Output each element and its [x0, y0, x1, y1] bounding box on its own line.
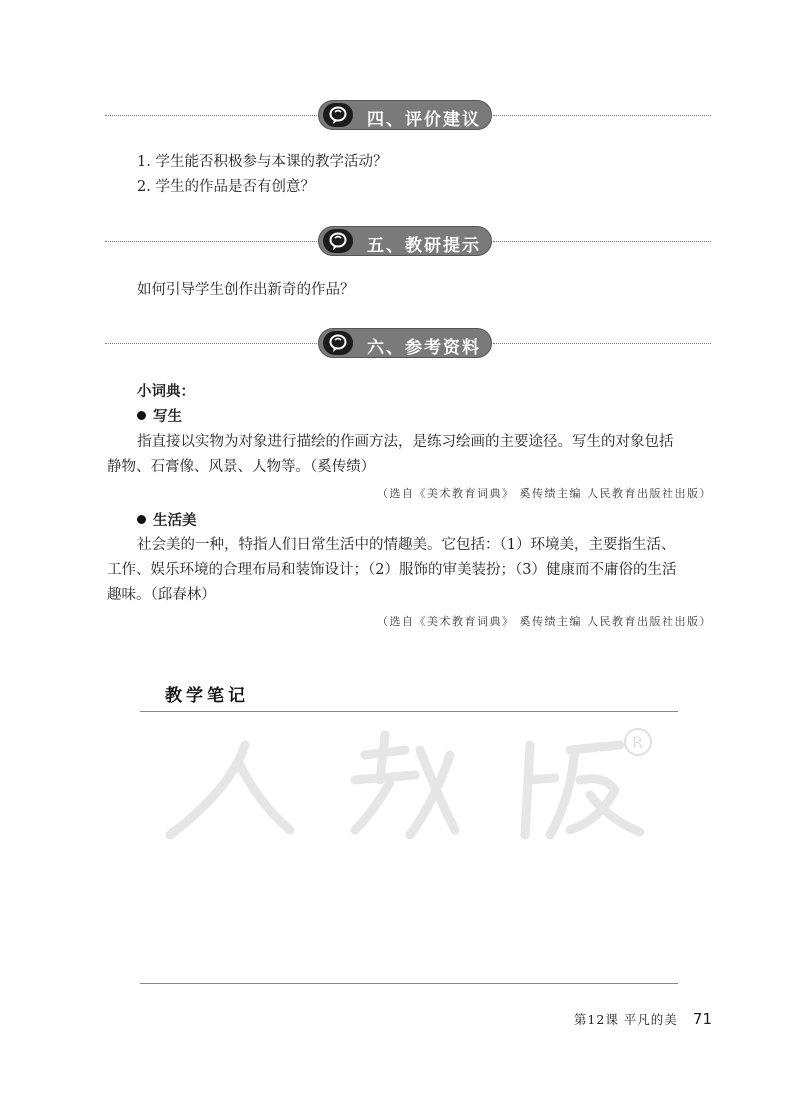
footer-lesson-title: 第12课 平凡的美	[573, 1012, 678, 1027]
entry-xiesheng-source: （选自《美术教育词典》 奚传绩主编 人民教育出版社出版）	[377, 487, 712, 500]
section-header-evaluation	[105, 100, 711, 132]
section-header-references	[105, 328, 711, 360]
notes-bottom-rule	[140, 983, 678, 984]
entry-shenghuomei-source: （选自《美术教育词典》 奚传绩主编 人民教育出版社出版）	[377, 615, 712, 628]
section-title: 六、参考资料	[367, 338, 481, 358]
dotted-rule-left	[105, 115, 317, 116]
entry-term-label: 生活美	[153, 512, 197, 529]
speech-bubble-icon	[323, 331, 353, 355]
section-pill	[318, 328, 492, 358]
publisher-watermark-logo	[150, 720, 670, 850]
entry-term-xiesheng	[137, 406, 182, 428]
section-pill	[318, 100, 492, 130]
evaluation-item-1: 1. 学生能否积极参与本课的教学活动？	[137, 154, 388, 170]
evaluation-item-2: 2. 学生的作品是否有创意？	[137, 179, 315, 195]
dotted-rule-left	[105, 343, 317, 344]
section-pill	[318, 226, 492, 256]
dotted-rule-left	[105, 241, 317, 242]
bullet-icon	[137, 515, 146, 524]
entry-shenghuomei-line-3: 趣味。（邱春林）	[107, 587, 216, 603]
entry-xiesheng-line-1: 指直接以实物为对象进行描绘的作画方法，是练习绘画的主要途径。写生的对象包括	[137, 434, 674, 450]
entry-xiesheng-line-2: 静物、石膏像、风景、人物等。（奚传绩）	[107, 459, 376, 475]
notes-top-rule	[140, 711, 678, 712]
section-title: 四、评价建议	[367, 110, 481, 130]
svg-text:R: R	[632, 733, 644, 752]
section-title: 五、教研提示	[367, 236, 481, 256]
dictionary-subtitle: 小词典：	[137, 383, 195, 400]
dotted-rule-right	[493, 343, 711, 344]
section-header-research	[105, 226, 711, 258]
bullet-icon	[137, 411, 146, 420]
entry-shenghuomei-line-1: 社会美的一种，特指人们日常生活中的情趣美。它包括：（1）环境美，主要指生活、	[137, 537, 676, 553]
notes-title: 教学笔记	[165, 686, 249, 706]
entry-shenghuomei-line-2: 工作、娱乐环境的合理布局和装饰设计；（2）服饰的审美装扮；（3）健康而不庸俗的生活	[107, 562, 677, 578]
entry-term-label: 写生	[153, 408, 182, 425]
dotted-rule-right	[493, 115, 711, 116]
dotted-rule-right	[493, 241, 711, 242]
page-number: 71	[692, 1010, 712, 1028]
research-prompt: 如何引导学生创作出新奇的作品？	[137, 282, 355, 298]
speech-bubble-icon	[323, 103, 353, 127]
page-footer	[574, 1009, 712, 1028]
entry-term-shenghuomei	[137, 510, 197, 532]
speech-bubble-icon	[323, 229, 353, 253]
